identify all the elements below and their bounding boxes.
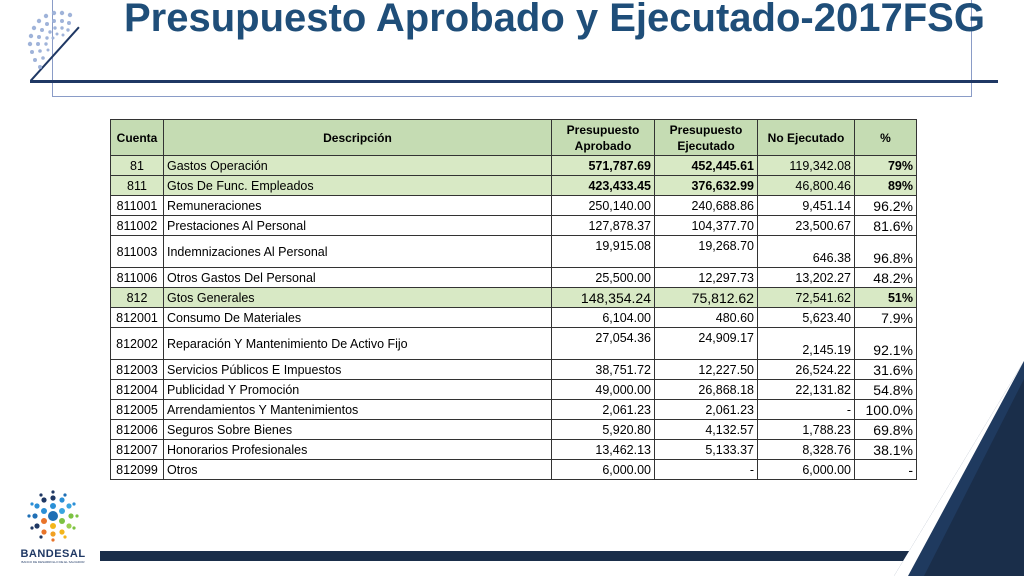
table-row bbox=[111, 216, 917, 236]
cell-aprobado: 49,000.00 bbox=[552, 380, 655, 400]
table-row bbox=[111, 420, 917, 440]
table-row bbox=[111, 196, 917, 216]
cell-no-ejecutado: 5,623.40 bbox=[758, 308, 855, 328]
table-row bbox=[111, 328, 917, 360]
table-row bbox=[111, 176, 917, 196]
cell-ejecutado: 452,445.61 bbox=[655, 156, 758, 176]
cell-aprobado: 19,915.08 bbox=[552, 236, 655, 268]
cell-aprobado: 13,462.13 bbox=[552, 440, 655, 460]
cell-pct: 100.0% bbox=[855, 400, 917, 420]
cell-descripcion: Consumo De Materiales bbox=[164, 308, 552, 328]
cell-aprobado: 6,104.00 bbox=[552, 308, 655, 328]
column-header-ejecutado-line2: Ejecutado bbox=[677, 138, 735, 153]
cell-cuenta: 811006 bbox=[111, 268, 164, 288]
cell-pct: 81.6% bbox=[855, 216, 917, 236]
cell-pct: 96.8% bbox=[855, 236, 917, 268]
cell-ejecutado: 24,909.17 bbox=[655, 328, 758, 360]
column-header-cuenta: Cuenta bbox=[111, 120, 164, 156]
cell-descripcion: Seguros Sobre Bienes bbox=[164, 420, 552, 440]
bandesal-logo bbox=[16, 490, 90, 564]
cell-ejecutado: 376,632.99 bbox=[655, 176, 758, 196]
cell-ejecutado: 480.60 bbox=[655, 308, 758, 328]
bandesal-logo-icon bbox=[27, 490, 79, 542]
table-row bbox=[111, 460, 917, 480]
cell-descripcion: Indemnizaciones Al Personal bbox=[164, 236, 552, 268]
cell-aprobado: 38,751.72 bbox=[552, 360, 655, 380]
cell-cuenta: 811001 bbox=[111, 196, 164, 216]
cell-no-ejecutado: 2,145.19 bbox=[758, 328, 855, 360]
cell-descripcion: Remuneraciones bbox=[164, 196, 552, 216]
cell-descripcion: Servicios Públicos E Impuestos bbox=[164, 360, 552, 380]
table-row bbox=[111, 268, 917, 288]
cell-aprobado: 27,054.36 bbox=[552, 328, 655, 360]
table-row bbox=[111, 400, 917, 420]
cell-descripcion: Arrendamientos Y Mantenimientos bbox=[164, 400, 552, 420]
cell-cuenta: 812 bbox=[111, 288, 164, 308]
cell-no-ejecutado: 9,451.14 bbox=[758, 196, 855, 216]
cell-ejecutado: 19,268.70 bbox=[655, 236, 758, 268]
column-header-aprobado bbox=[552, 120, 655, 156]
cell-no-ejecutado: 119,342.08 bbox=[758, 156, 855, 176]
cell-cuenta: 812099 bbox=[111, 460, 164, 480]
cell-aprobado: 25,500.00 bbox=[552, 268, 655, 288]
cell-ejecutado: 240,688.86 bbox=[655, 196, 758, 216]
cell-cuenta: 812007 bbox=[111, 440, 164, 460]
column-header-ejecutado-line1: Presupuesto bbox=[669, 122, 743, 137]
cell-descripcion: Gtos Generales bbox=[164, 288, 552, 308]
cell-ejecutado: 12,297.73 bbox=[655, 268, 758, 288]
cell-aprobado: 5,920.80 bbox=[552, 420, 655, 440]
cell-descripcion: Reparación Y Mantenimiento De Activo Fijo bbox=[164, 328, 552, 360]
cell-aprobado: 250,140.00 bbox=[552, 196, 655, 216]
cell-cuenta: 812004 bbox=[111, 380, 164, 400]
cell-ejecutado: 12,227.50 bbox=[655, 360, 758, 380]
table-header-row bbox=[111, 120, 917, 156]
cell-ejecutado: 5,133.37 bbox=[655, 440, 758, 460]
cell-no-ejecutado: 1,788.23 bbox=[758, 420, 855, 440]
cell-no-ejecutado: 46,800.46 bbox=[758, 176, 855, 196]
cell-no-ejecutado: 6,000.00 bbox=[758, 460, 855, 480]
cell-pct: 69.8% bbox=[855, 420, 917, 440]
column-header-descripcion: Descripción bbox=[164, 120, 552, 156]
cell-no-ejecutado: 22,131.82 bbox=[758, 380, 855, 400]
logo-tagline: BANCO DE DESARROLLO DE EL SALVADOR bbox=[21, 560, 85, 564]
cell-ejecutado: 104,377.70 bbox=[655, 216, 758, 236]
cell-no-ejecutado: 646.38 bbox=[758, 236, 855, 268]
cell-aprobado: 6,000.00 bbox=[552, 460, 655, 480]
dot-arc-decoration-icon bbox=[22, 10, 92, 80]
cell-ejecutado: 4,132.57 bbox=[655, 420, 758, 440]
cell-descripcion: Honorarios Profesionales bbox=[164, 440, 552, 460]
cell-pct: - bbox=[855, 460, 917, 480]
cell-cuenta: 811003 bbox=[111, 236, 164, 268]
cell-pct: 96.2% bbox=[855, 196, 917, 216]
column-header-ejecutado bbox=[655, 120, 758, 156]
cell-descripcion: Otros bbox=[164, 460, 552, 480]
cell-pct: 51% bbox=[855, 288, 917, 308]
cell-no-ejecutado: 13,202.27 bbox=[758, 268, 855, 288]
logo-name: BANDESAL bbox=[20, 548, 86, 560]
cell-cuenta: 812002 bbox=[111, 328, 164, 360]
cell-pct: 79% bbox=[855, 156, 917, 176]
cell-pct: 7.9% bbox=[855, 308, 917, 328]
table-row bbox=[111, 236, 917, 268]
cell-ejecutado: 75,812.62 bbox=[655, 288, 758, 308]
cell-cuenta: 812001 bbox=[111, 308, 164, 328]
table-row bbox=[111, 308, 917, 328]
column-header-no-ejecutado: No Ejecutado bbox=[758, 120, 855, 156]
cell-no-ejecutado: 26,524.22 bbox=[758, 360, 855, 380]
cell-pct: 54.8% bbox=[855, 380, 917, 400]
cell-cuenta: 812006 bbox=[111, 420, 164, 440]
cell-aprobado: 127,878.37 bbox=[552, 216, 655, 236]
cell-no-ejecutado: - bbox=[758, 400, 855, 420]
cell-no-ejecutado: 8,328.76 bbox=[758, 440, 855, 460]
cell-pct: 89% bbox=[855, 176, 917, 196]
column-header-pct: % bbox=[855, 120, 917, 156]
cell-aprobado: 2,061.23 bbox=[552, 400, 655, 420]
cell-descripcion: Gtos De Func. Empleados bbox=[164, 176, 552, 196]
page-title: Presupuesto Aprobado y Ejecutado-2017FSG bbox=[124, 0, 985, 40]
cell-no-ejecutado: 72,541.62 bbox=[758, 288, 855, 308]
cell-pct: 92.1% bbox=[855, 328, 917, 360]
cell-pct: 38.1% bbox=[855, 440, 917, 460]
corner-decoration bbox=[894, 361, 1024, 576]
footer-bar bbox=[100, 551, 1024, 561]
table-row bbox=[111, 380, 917, 400]
cell-cuenta: 812003 bbox=[111, 360, 164, 380]
table-row bbox=[111, 288, 917, 308]
budget-table bbox=[110, 119, 917, 480]
cell-descripcion: Otros Gastos Del Personal bbox=[164, 268, 552, 288]
cell-ejecutado: 2,061.23 bbox=[655, 400, 758, 420]
cell-descripcion: Publicidad Y Promoción bbox=[164, 380, 552, 400]
cell-aprobado: 148,354.24 bbox=[552, 288, 655, 308]
table-row bbox=[111, 440, 917, 460]
column-header-aprobado-line1: Presupuesto bbox=[566, 122, 640, 137]
cell-cuenta: 81 bbox=[111, 156, 164, 176]
title-underline bbox=[30, 80, 998, 83]
cell-descripcion: Prestaciones Al Personal bbox=[164, 216, 552, 236]
cell-aprobado: 423,433.45 bbox=[552, 176, 655, 196]
cell-no-ejecutado: 23,500.67 bbox=[758, 216, 855, 236]
cell-cuenta: 811002 bbox=[111, 216, 164, 236]
table-row bbox=[111, 360, 917, 380]
cell-cuenta: 812005 bbox=[111, 400, 164, 420]
cell-aprobado: 571,787.69 bbox=[552, 156, 655, 176]
column-header-aprobado-line2: Aprobado bbox=[574, 138, 632, 153]
cell-ejecutado: 26,868.18 bbox=[655, 380, 758, 400]
cell-cuenta: 811 bbox=[111, 176, 164, 196]
table-row bbox=[111, 156, 917, 176]
cell-pct: 31.6% bbox=[855, 360, 917, 380]
cell-ejecutado: - bbox=[655, 460, 758, 480]
cell-descripcion: Gastos Operación bbox=[164, 156, 552, 176]
cell-pct: 48.2% bbox=[855, 268, 917, 288]
